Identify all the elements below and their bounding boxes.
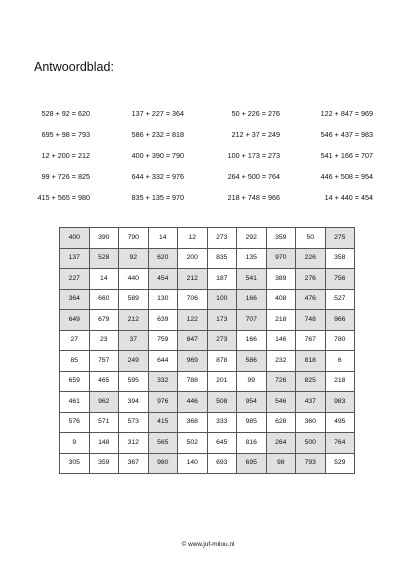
equation: 835 + 135 = 970 [131,193,184,202]
grid-cell: 122 [178,310,208,331]
grid-cell: 527 [325,289,355,310]
grid-cell: 461 [60,392,90,413]
equation: 446 + 508 = 954 [320,172,373,181]
grid-cell: 780 [325,330,355,351]
grid-cell: 571 [89,412,119,433]
grid-cell: 368 [178,412,208,433]
grid-cell: 218 [325,371,355,392]
grid-cell: 980 [148,453,178,474]
grid-cell: 446 [178,392,208,413]
grid-cell: 659 [60,371,90,392]
grid-cell: 100 [207,289,237,310]
grid-cell: 212 [119,310,149,331]
grid-cell: 98 [266,453,296,474]
grid-row [60,269,355,290]
grid-cell: 790 [119,228,149,249]
grid-cell: 333 [207,412,237,433]
grid-row [60,289,355,310]
grid-cell: 707 [237,310,267,331]
grid-cell: 969 [178,351,208,372]
equation: 218 + 748 = 966 [227,193,280,202]
grid-cell: 476 [296,289,326,310]
grid-cell: 305 [60,453,90,474]
grid-cell: 437 [296,392,326,413]
grid-cell: 985 [237,412,267,433]
grid-cell: 644 [148,351,178,372]
grid-cell: 249 [119,351,149,372]
grid-cell: 226 [296,248,326,269]
grid-row [60,248,355,269]
grid-cell: 232 [266,351,296,372]
equation: 137 + 227 = 364 [131,109,184,118]
grid-cell: 589 [119,289,149,310]
grid-cell: 565 [148,433,178,454]
grid-cell: 788 [178,371,208,392]
grid-cell: 970 [266,248,296,269]
grid-cell: 408 [266,289,296,310]
grid-cell: 390 [89,228,119,249]
grid-cell: 835 [207,248,237,269]
grid-cell: 312 [119,433,149,454]
grid-cell: 200 [178,248,208,269]
equation: 12 + 200 = 212 [41,151,90,160]
grid-cell: 586 [237,351,267,372]
grid-cell: 273 [207,330,237,351]
grid-cell: 693 [207,453,237,474]
grid-cell: 364 [60,289,90,310]
grid-cell: 389 [266,269,296,290]
grid-cell: 400 [60,228,90,249]
grid-cell: 140 [178,453,208,474]
equation: 50 + 226 = 276 [231,109,280,118]
grid-cell: 166 [237,289,267,310]
grid-cell: 27 [60,330,90,351]
grid-cell: 130 [148,289,178,310]
grid-cell: 767 [296,330,326,351]
grid-cell: 360 [296,412,326,433]
grid-cell: 620 [148,248,178,269]
grid-cell: 12 [178,228,208,249]
equation: 100 + 173 = 273 [227,151,280,160]
grid-row [60,351,355,372]
grid-cell: 759 [148,330,178,351]
page-title: Antwoordblad: [34,60,114,74]
equation: 644 + 332 = 976 [131,172,184,181]
grid-cell: 6 [325,351,355,372]
grid-cell: 14 [148,228,178,249]
equation: 99 + 726 = 825 [41,172,90,181]
grid-cell: 276 [296,269,326,290]
grid-cell: 878 [207,351,237,372]
grid-cell: 273 [207,228,237,249]
grid-cell: 495 [325,412,355,433]
grid-cell: 227 [60,269,90,290]
grid-cell: 595 [119,371,149,392]
grid-cell: 218 [266,310,296,331]
grid-cell: 359 [266,228,296,249]
equation: 541 + 166 = 707 [320,151,373,160]
grid-cell: 212 [178,269,208,290]
grid-cell: 726 [266,371,296,392]
grid-cell: 573 [119,412,149,433]
grid-cell: 966 [325,310,355,331]
grid-cell: 816 [237,433,267,454]
grid-cell: 166 [237,330,267,351]
grid-cell: 706 [178,289,208,310]
grid-cell: 757 [89,351,119,372]
grid-cell: 9 [60,433,90,454]
grid-cell: 976 [148,392,178,413]
grid-row [60,330,355,351]
grid-cell: 639 [148,310,178,331]
grid-cell: 14 [89,269,119,290]
equation: 546 + 437 = 983 [320,130,373,139]
grid-cell: 546 [266,392,296,413]
footer-credit: © www.juf-milou.nl [181,541,235,548]
grid-row [60,228,355,249]
grid-row [60,453,355,474]
grid-cell: 529 [325,453,355,474]
grid-cell: 576 [60,412,90,433]
equation: 586 + 232 = 818 [131,130,184,139]
grid-cell: 148 [89,433,119,454]
grid-row [60,392,355,413]
grid-cell: 748 [296,310,326,331]
grid-cell: 528 [89,248,119,269]
grid-cell: 954 [237,392,267,413]
grid-cell: 50 [296,228,326,249]
grid-cell: 358 [325,248,355,269]
equation-column-1 [0,109,90,214]
grid-cell: 146 [266,330,296,351]
grid-cell: 440 [119,269,149,290]
grid-cell: 756 [325,269,355,290]
grid-cell: 660 [89,289,119,310]
grid-row [60,371,355,392]
grid-cell: 394 [119,392,149,413]
grid-cell: 264 [266,433,296,454]
grid-cell: 201 [207,371,237,392]
grid-cell: 332 [148,371,178,392]
grid-cell: 695 [237,453,267,474]
grid-cell: 359 [89,453,119,474]
grid-cell: 847 [178,330,208,351]
grid-cell: 454 [148,269,178,290]
grid-cell: 275 [325,228,355,249]
grid-cell: 500 [296,433,326,454]
grid-cell: 818 [296,351,326,372]
grid-cell: 645 [207,433,237,454]
grid-cell: 37 [119,330,149,351]
grid-row [60,433,355,454]
grid-row [60,310,355,331]
grid-cell: 628 [266,412,296,433]
grid-cell: 825 [296,371,326,392]
grid-cell: 415 [148,412,178,433]
equation-column-4 [283,109,373,214]
grid-cell: 173 [207,310,237,331]
equation: 264 + 500 = 764 [227,172,280,181]
equation: 212 + 37 = 249 [231,130,280,139]
grid-cell: 679 [89,310,119,331]
grid-cell: 649 [60,310,90,331]
grid-cell: 541 [237,269,267,290]
equation: 528 + 92 = 620 [41,109,90,118]
grid-cell: 508 [207,392,237,413]
grid-cell: 502 [178,433,208,454]
equation: 415 + 565 = 980 [37,193,90,202]
grid-cell: 135 [237,248,267,269]
grid-cell: 367 [119,453,149,474]
grid-cell: 137 [60,248,90,269]
grid-cell: 187 [207,269,237,290]
grid-cell: 465 [89,371,119,392]
answer-grid [59,227,355,474]
equation: 400 + 390 = 790 [131,151,184,160]
grid-cell: 793 [296,453,326,474]
grid-cell: 962 [89,392,119,413]
equation: 14 + 440 = 454 [324,193,373,202]
grid-cell: 292 [237,228,267,249]
equation: 122 + 847 = 969 [320,109,373,118]
equation-column-2 [94,109,184,214]
grid-cell: 983 [325,392,355,413]
grid-row [60,412,355,433]
equation: 695 + 98 = 793 [41,130,90,139]
grid-cell: 764 [325,433,355,454]
equation-column-3 [190,109,280,214]
grid-cell: 99 [237,371,267,392]
grid-cell: 23 [89,330,119,351]
grid-cell: 85 [60,351,90,372]
grid-cell: 92 [119,248,149,269]
